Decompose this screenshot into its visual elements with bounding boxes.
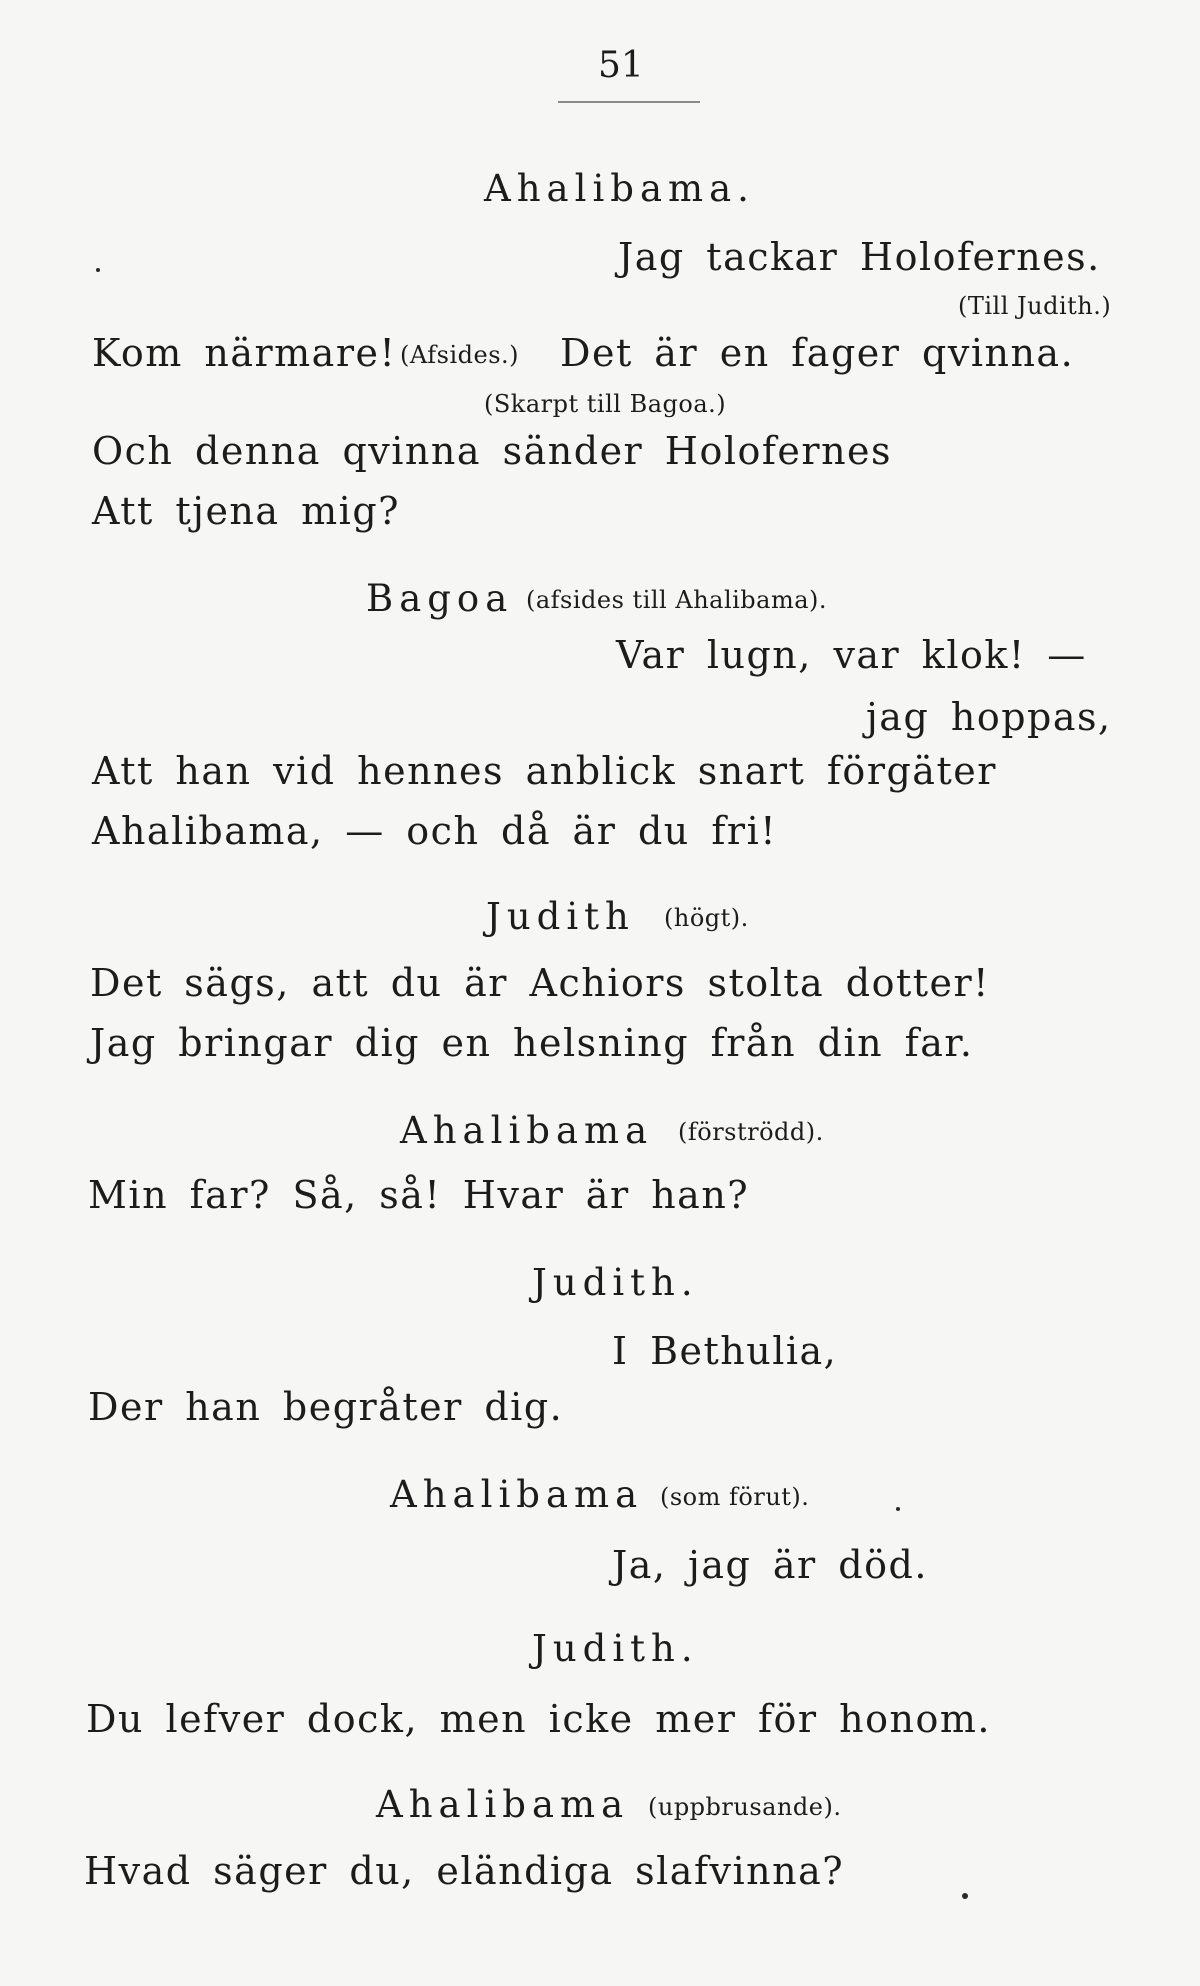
speaker-name: Ahalibama. xyxy=(484,167,755,210)
stage-direction: (Skarpt till Bagoa.) xyxy=(484,390,727,418)
stage-direction: (uppbrusande). xyxy=(648,1793,842,1821)
verse-line: Det sägs, att du är Achiors stolta dotter! xyxy=(90,961,990,1005)
verse-line: Kom närmare! xyxy=(92,331,397,375)
speaker-name: Ahalibama xyxy=(376,1783,630,1826)
speaker-name: Judith. xyxy=(532,1627,699,1670)
stage-direction: (högt). xyxy=(664,904,749,932)
stage-direction: (Afsides.) xyxy=(400,341,520,369)
print-speck xyxy=(962,1893,968,1899)
verse-line: Ja, jag är död. xyxy=(612,1543,928,1587)
verse-line: Och denna qvinna sänder Holofernes xyxy=(92,429,893,473)
print-speck xyxy=(896,1507,900,1511)
verse-line: Var lugn, var klok! — xyxy=(616,633,1087,677)
stage-direction: (förströdd). xyxy=(678,1118,824,1146)
verse-line: Min far? Så, så! Hvar är han? xyxy=(88,1173,750,1217)
stage-direction: (som förut). xyxy=(660,1483,810,1511)
verse-line: Ahalibama, — och då är du fri! xyxy=(92,809,777,853)
verse-line: Hvad säger du, eländiga slafvinna? xyxy=(84,1849,845,1893)
stage-direction: (Till Judith.) xyxy=(958,292,1112,320)
speaker-name: Ahalibama xyxy=(400,1109,654,1152)
speaker-name: Judith. xyxy=(532,1261,699,1304)
verse-line: Jag bringar dig en helsning från din far. xyxy=(90,1021,974,1065)
speaker-name: Bagoa xyxy=(366,577,514,620)
verse-line: Att han vid hennes anblick snart förgäter xyxy=(92,749,997,793)
verse-line: Att tjena mig? xyxy=(92,489,401,533)
stage-direction: (afsides till Ahalibama). xyxy=(526,586,828,614)
print-speck xyxy=(96,268,100,272)
verse-line: Der han begråter dig. xyxy=(88,1385,564,1429)
speaker-name: Judith xyxy=(486,895,635,938)
verse-line: Du lefver dock, men icke mer för honom. xyxy=(86,1697,991,1741)
header-rule xyxy=(558,101,700,103)
verse-line: jag hoppas, xyxy=(866,695,1112,739)
speaker-name: Ahalibama xyxy=(390,1473,644,1516)
verse-line: Det är en fager qvinna. xyxy=(560,331,1075,375)
verse-line: I Bethulia, xyxy=(612,1329,838,1373)
verse-line: Jag tackar Holofernes. xyxy=(618,235,1101,279)
page-number: 51 xyxy=(598,45,644,86)
